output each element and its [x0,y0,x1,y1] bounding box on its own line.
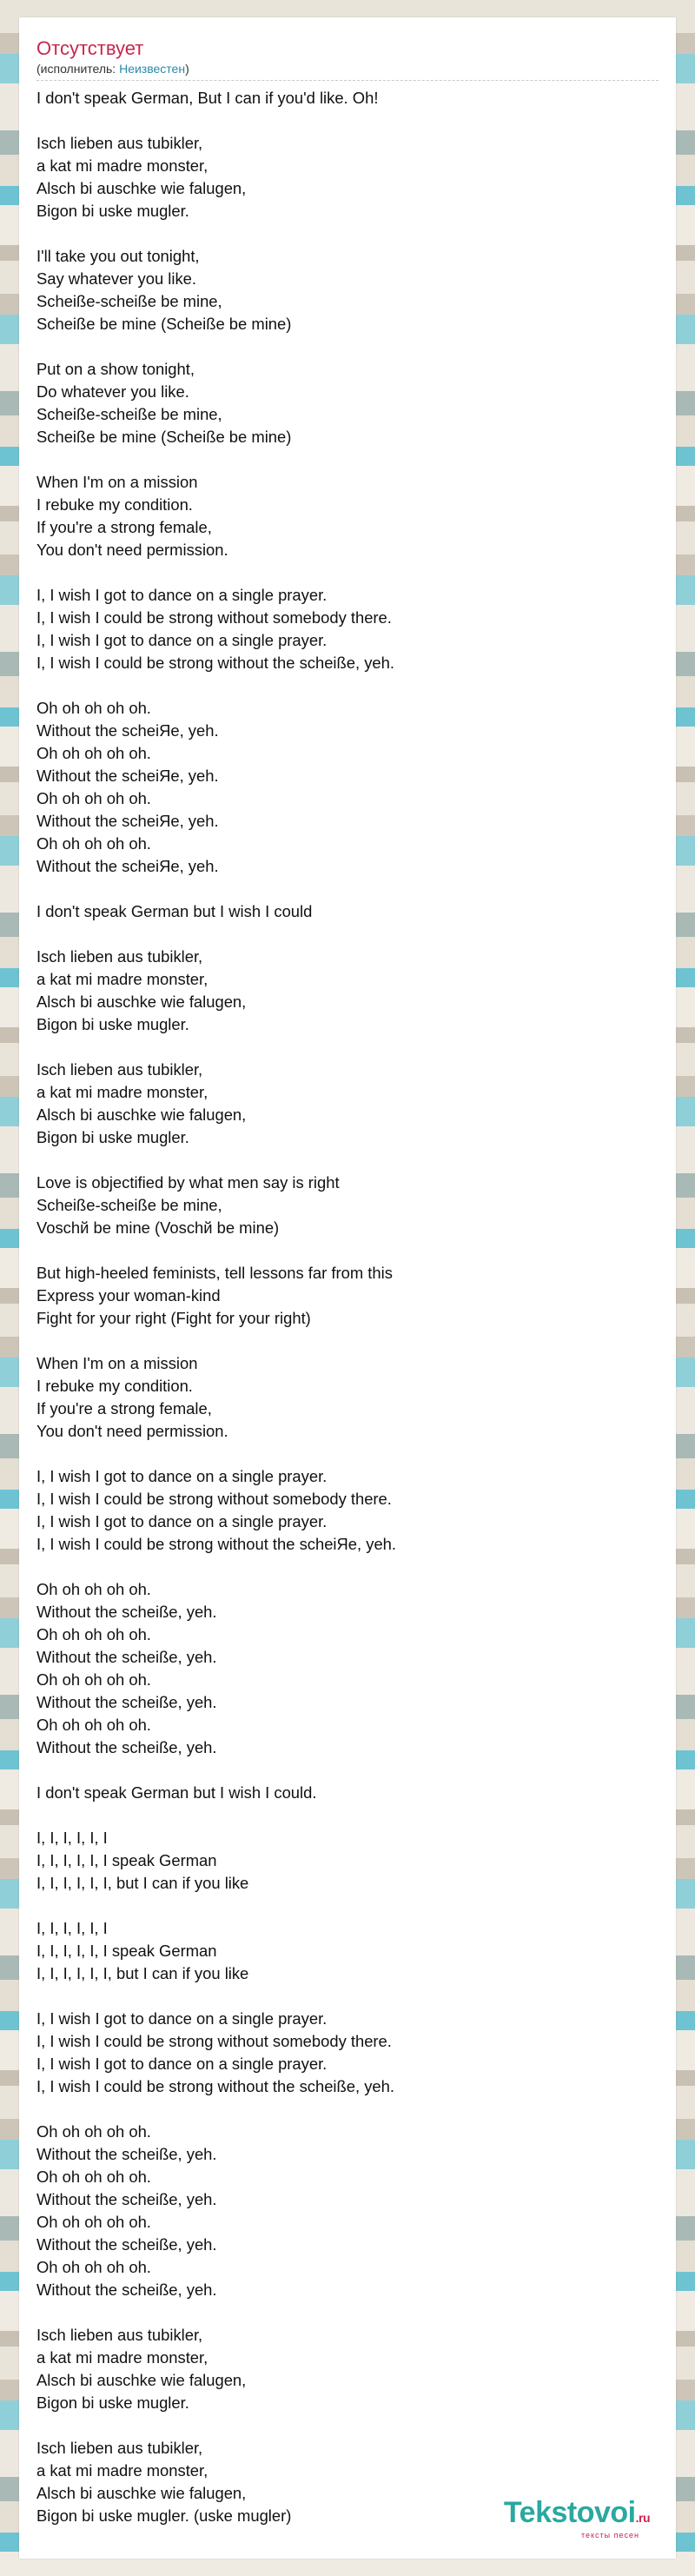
lyrics-stanza [36,1465,659,1556]
lyric-line: Without the scheiße, yeh. [36,1738,217,1756]
lyric-line: Bigon bi uske mugler. [36,1128,189,1146]
lyric-line: I'll take you out tonight, [36,247,200,265]
lyrics-stanza [36,132,659,222]
lyrics-stanza [36,1827,659,1895]
lyric-line: Put on a show tonight, [36,360,195,378]
lyric-line: I, I wish I got to dance on a single prayer. [36,1467,328,1485]
lyric-line: Do whatever you like. [36,382,189,401]
lyric-line: You don't need permission. [36,541,228,559]
lyric-line: I, I wish I could be strong without somebody there. [36,608,392,627]
song-header [36,37,659,81]
lyric-line: I don't speak German but I wish I could. [36,1783,317,1802]
lyrics-stanza [36,584,659,674]
lyric-line: Without the scheiЯe, yeh. [36,721,219,740]
lyric-line: Scheiße-scheiße be mine, [36,405,222,423]
song-title: Отсутствует [36,37,144,59]
lyric-line: Alsch bi auschke wie falugen, [36,1105,247,1124]
lyric-line: Alsch bi auschke wie falugen, [36,2371,247,2389]
lyric-line: I, I wish I got to dance on a single prayer. [36,631,328,649]
lyric-line: Scheiße be mine (Scheiße be mine) [36,428,292,446]
lyric-line: Alsch bi auschke wie falugen, [36,179,247,197]
lyric-line: I, I wish I got to dance on a single prayer. [36,2055,328,2073]
lyric-line: Bigon bi uske mugler. [36,2393,189,2412]
lyric-line: Alsch bi auschke wie falugen, [36,993,247,1011]
lyric-line: Without the scheiße, yeh. [36,1648,217,1666]
lyric-line: I, I, I, I, I, I speak German [36,1851,217,1869]
lyric-line: I, I wish I got to dance on a single prayer. [36,1512,328,1530]
lyric-line: Voschй be mine (Voschй be mine) [36,1218,280,1237]
lyric-line: Love is objectified by what men say is right [36,1173,340,1192]
lyric-line: Scheiße be mine (Scheiße be mine) [36,315,292,333]
lyric-line: Alsch bi auschke wie falugen, [36,2484,247,2502]
artist-suffix: ) [185,62,189,76]
lyric-line: Oh oh oh oh oh. [36,2213,151,2231]
content-card [19,17,676,2559]
lyric-line: I don't speak German, But I can if you'd like. Oh! [36,89,379,107]
lyric-line: Without the scheiße, yeh. [36,1603,217,1621]
lyric-line: Oh oh oh oh oh. [36,2122,151,2141]
lyric-line: Bigon bi uske mugler. [36,202,189,220]
lyric-line: I don't speak German but I wish I could [36,902,313,920]
lyric-line: Oh oh oh oh oh. [36,1580,151,1598]
lyric-line: Oh oh oh oh oh. [36,1625,151,1643]
lyric-line: Oh oh oh oh oh. [36,744,151,762]
lyrics-stanza [36,697,659,878]
lyric-line: Oh oh oh oh oh. [36,1670,151,1689]
lyrics-stanza [36,1262,659,1330]
artist-prefix: (исполнитель: [36,62,120,76]
logo-main-text: Tekstovoi [503,2496,636,2529]
lyric-line: You don't need permission. [36,1422,228,1440]
lyrics-stanza [36,1352,659,1443]
lyric-line: Isch lieben aus tubikler, [36,2326,203,2344]
lyrics-body [36,87,659,2550]
lyrics-stanza [36,946,659,1036]
lyric-line: I, I wish I could be strong without somebody there. [36,1490,392,1508]
lyric-line: Bigon bi uske mugler. [36,1015,189,1033]
lyric-line: I, I, I, I, I, I, but I can if you like [36,1964,249,1982]
lyric-line: Isch lieben aus tubikler, [36,2439,203,2457]
lyric-line: Without the scheiße, yeh. [36,1693,217,1711]
lyric-line: When I'm on a mission [36,1354,198,1372]
lyrics-stanza [36,87,659,110]
lyrics-stanza [36,2121,659,2301]
lyric-line: Oh oh oh oh oh. [36,834,151,853]
lyrics-stanza [36,245,659,335]
lyrics-stanza [36,358,659,448]
lyric-line: Oh oh oh oh oh. [36,2168,151,2186]
lyric-line: Without the scheiße, yeh. [36,2235,217,2254]
lyric-line: If you're a strong female, [36,1399,212,1417]
lyric-line: Oh oh oh oh oh. [36,1716,151,1734]
lyric-line: a kat mi madre monster, [36,156,208,175]
lyric-line: Without the scheiЯe, yeh. [36,857,219,875]
lyric-line: Isch lieben aus tubikler, [36,134,203,152]
lyric-line: Without the scheiße, yeh. [36,2190,217,2208]
logo-domain-text: .ru [635,2511,650,2525]
lyrics-stanza [36,471,659,561]
lyrics-stanza [36,900,659,923]
lyric-line: Oh oh oh oh oh. [36,2258,151,2276]
lyric-line: Say whatever you like. [36,269,196,288]
lyrics-stanza [36,1059,659,1149]
artist-link[interactable]: Неизвестен [119,62,186,76]
lyric-line: I, I wish I got to dance on a single prayer. [36,2009,328,2028]
lyric-line: Without the scheiЯe, yeh. [36,812,219,830]
lyric-line: Scheiße-scheiße be mine, [36,292,222,310]
lyric-line: a kat mi madre monster, [36,970,208,988]
lyric-line: I, I wish I got to dance on a single prayer. [36,586,328,604]
artist-line [36,61,659,76]
lyric-line: I, I, I, I, I, I [36,1919,108,1937]
lyric-line: Express your woman-kind [36,1286,221,1305]
lyric-line: Without the scheiße, yeh. [36,2281,217,2299]
lyric-line: Isch lieben aus tubikler, [36,947,203,966]
lyrics-stanza [36,1782,659,1804]
lyric-line: I, I wish I could be strong without the scheiße, yeh. [36,2077,394,2095]
lyric-line: a kat mi madre monster, [36,2348,208,2367]
lyric-line: Oh oh oh oh oh. [36,789,151,807]
lyric-line: Oh oh oh oh oh. [36,699,151,717]
lyric-line: Bigon bi uske mugler. (uske mugler) [36,2506,292,2525]
logo-wordmark [504,2498,650,2533]
lyric-line: When I'm on a mission [36,473,198,491]
lyric-line: Without the scheiße, yeh. [36,2145,217,2163]
lyric-line: a kat mi madre monster, [36,1083,208,1101]
lyric-line: Without the scheiЯe, yeh. [36,767,219,785]
lyric-line: I, I wish I could be strong without somebody there. [36,2032,392,2050]
lyric-line: I rebuke my condition. [36,495,193,514]
lyric-line: But high-heeled feminists, tell lessons far from this [36,1264,393,1282]
lyrics-stanza [36,2008,659,2098]
site-logo[interactable] [504,2498,650,2539]
lyric-line: I, I wish I could be strong without the scheiЯe, yeh. [36,1535,397,1553]
lyric-line: Scheiße-scheiße be mine, [36,1196,222,1214]
lyric-line: I, I wish I could be strong without the scheiße, yeh. [36,654,394,672]
logo-tagline: тексты песен [580,2531,639,2539]
lyric-line: Isch lieben aus tubikler, [36,1060,203,1079]
lyric-line: a kat mi madre monster, [36,2461,208,2480]
lyric-line: I, I, I, I, I, I speak German [36,1942,217,1960]
lyrics-stanza [36,1578,659,1759]
lyric-line: I rebuke my condition. [36,1377,193,1395]
lyric-line: I, I, I, I, I, I [36,1829,108,1847]
lyrics-stanza [36,2324,659,2414]
lyric-line: Fight for your right (Fight for your right) [36,1309,311,1327]
lyrics-stanza [36,1917,659,1985]
lyric-line: I, I, I, I, I, I, but I can if you like [36,1874,249,1892]
lyric-line: If you're a strong female, [36,518,212,536]
lyrics-stanza [36,1172,659,1239]
